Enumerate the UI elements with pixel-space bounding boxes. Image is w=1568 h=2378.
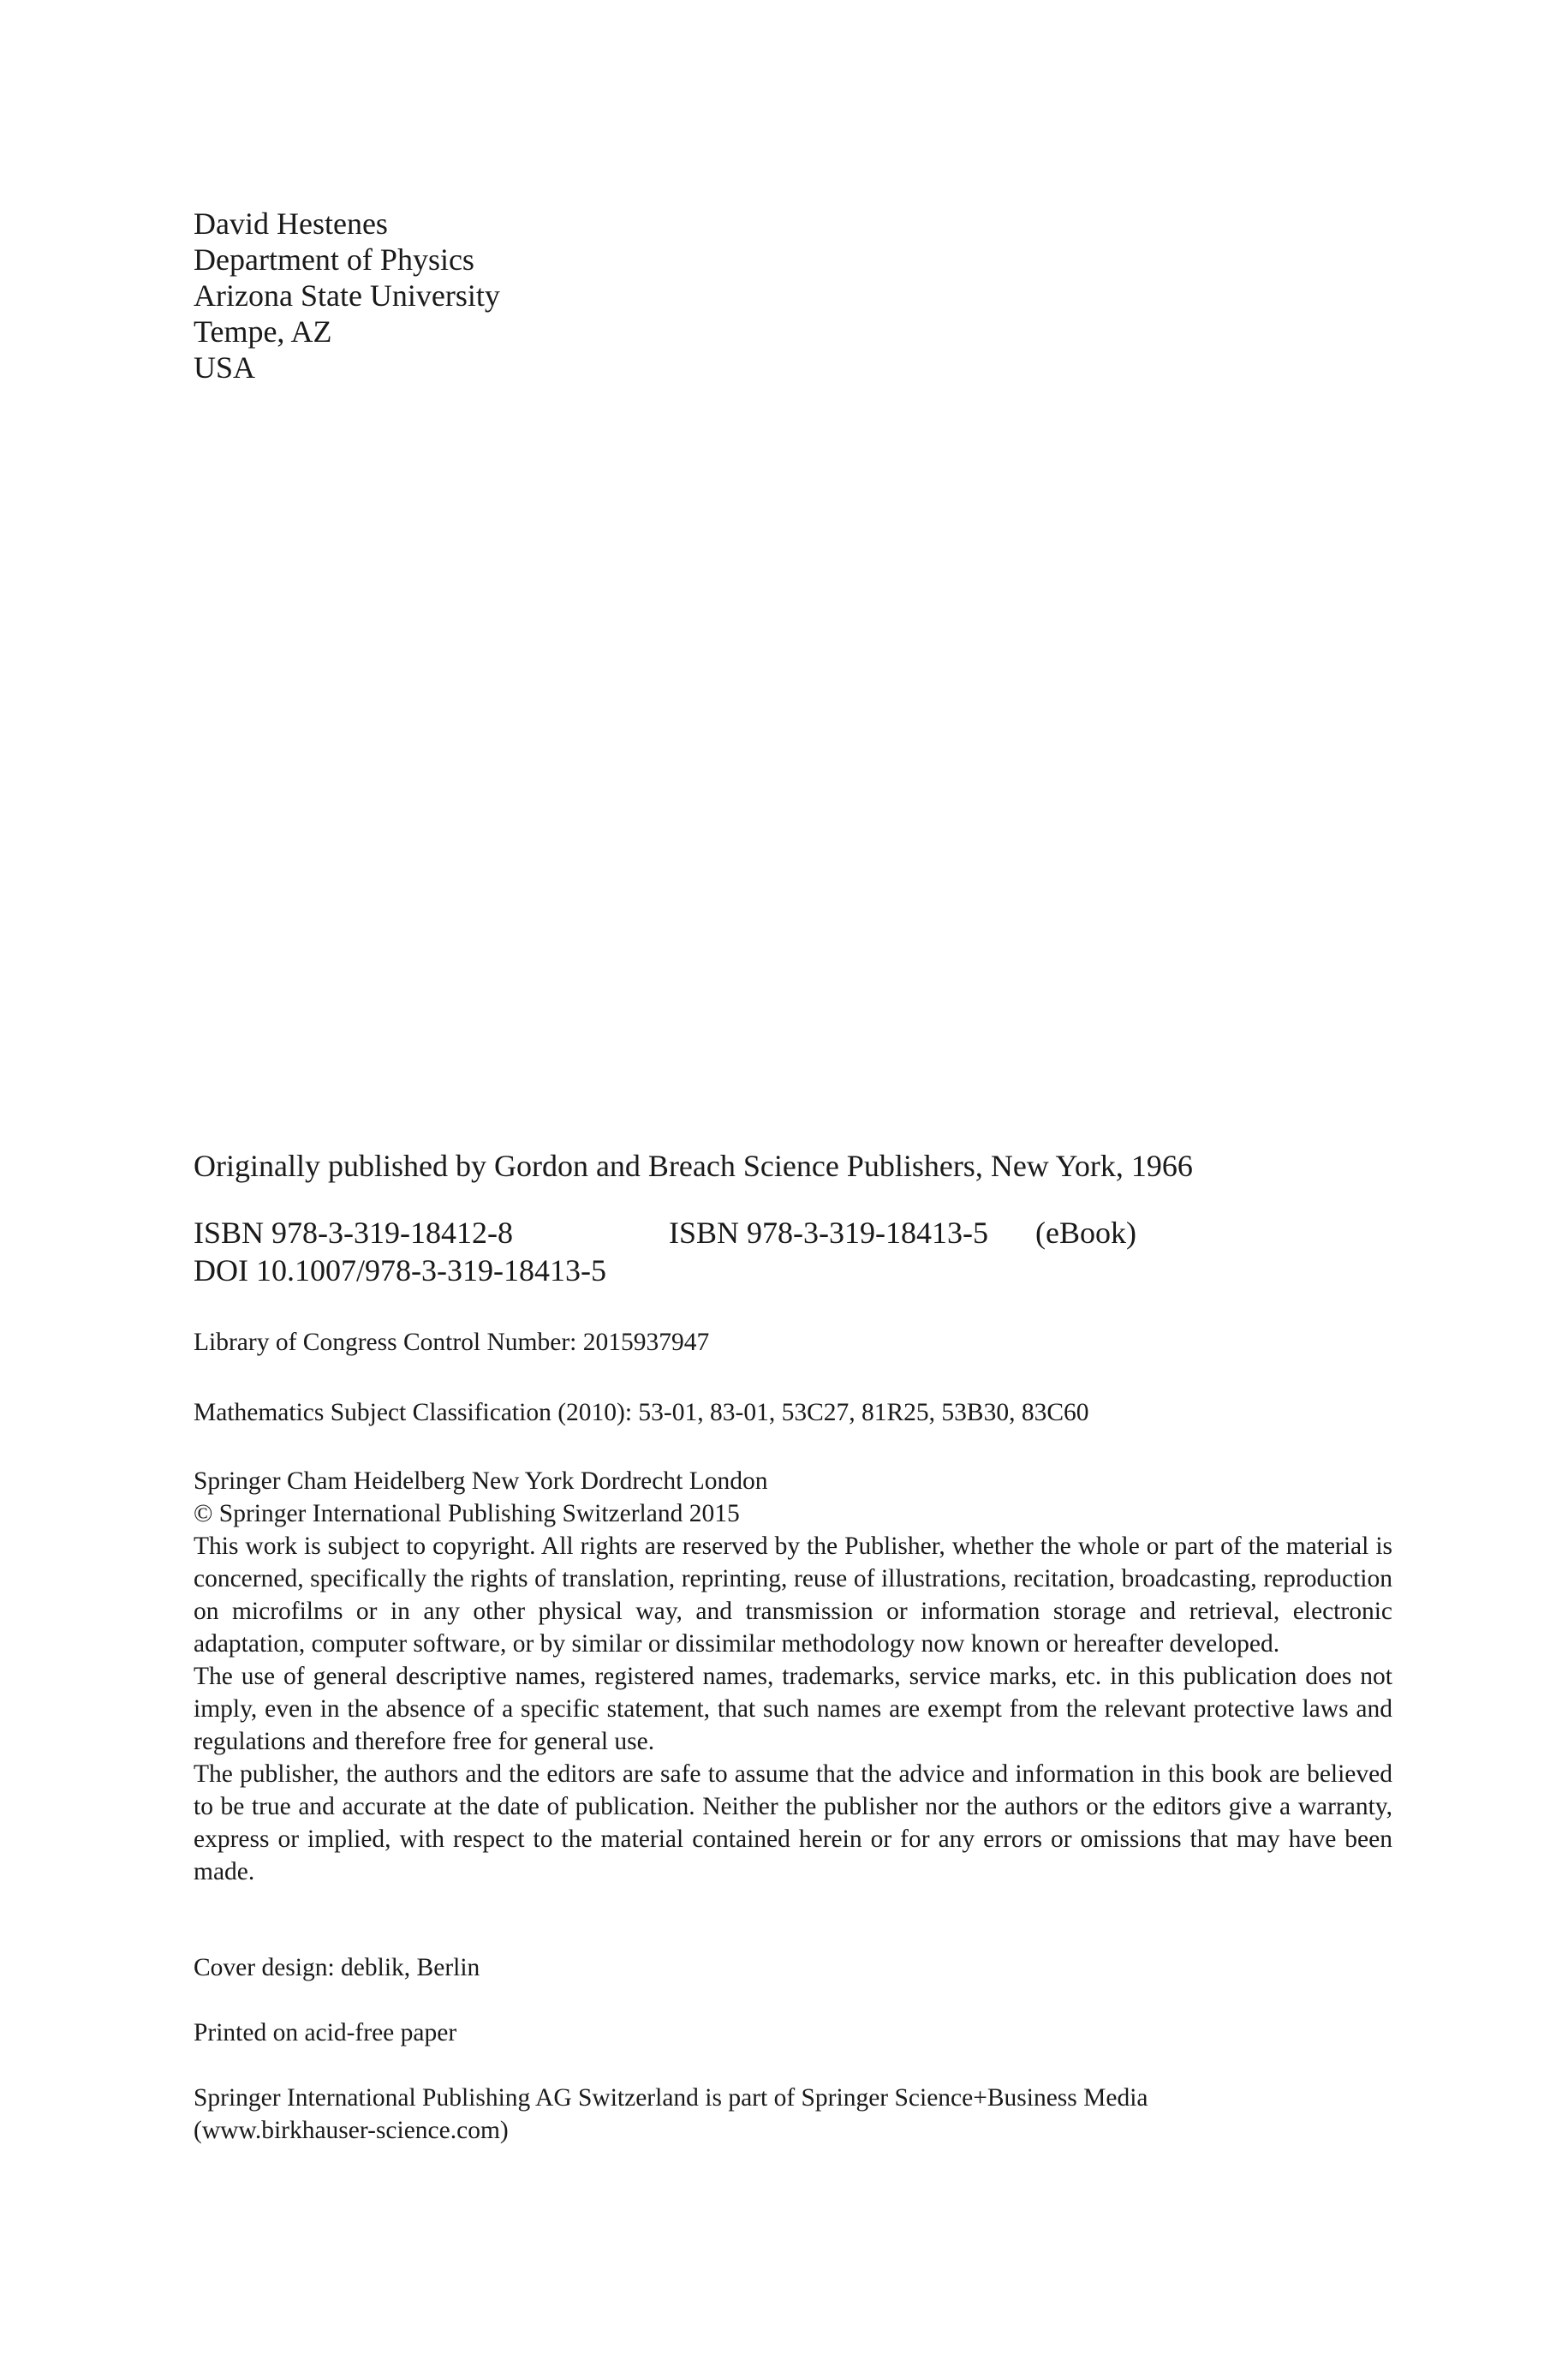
names-paragraph: The use of general descriptive names, registered names, trademarks, service marks, etc. in this publication does not imply, even in the absence of a specific statement, that such names are exempt from the relevant protective laws and regulations and therefore free for general use. — [194, 1663, 1392, 1755]
website-link[interactable]: (www.birkhauser-science.com) — [194, 2117, 509, 2144]
author-city: Tempe, AZ — [194, 314, 332, 349]
legal-block — [194, 1465, 1392, 1888]
original-publication-note: Originally published by Gordon and Breach Science Publishers, New York, 1966 — [194, 1149, 1193, 1183]
copyright-paragraph: This work is subject to copyright. All rights are reserved by the Publisher, whether the whole or part of the material is concerned, specifically the rights of translation, reprinting, reuse of illustrations, recitation, broadcasting, reproduction on microfilms or in any other physical way, and transmission or information storage and retrieval, electronic adaptation, computer software, or by similar or dissimilar methodology now known or hereafter developed. — [194, 1533, 1392, 1658]
cover-design-credit: Cover design: deblik, Berlin — [194, 1954, 480, 1981]
imprint-line: Springer Cham Heidelberg New York Dordrecht London — [194, 1467, 768, 1495]
subject-classification: Mathematics Subject Classification (2010): 53-01, 83-01, 53C27, 81R25, 53B30, 83C60 — [194, 1399, 1089, 1426]
isbn-print: ISBN 978-3-319-18412-8 — [194, 1216, 513, 1250]
springer-note — [194, 2082, 1392, 2147]
author-country: USA — [194, 350, 256, 385]
lccn: Library of Congress Control Number: 2015937947 — [194, 1329, 710, 1356]
springer-line: Springer International Publishing AG Switzerland is part of Springer Science+Business Media — [194, 2084, 1148, 2112]
isbn-row — [194, 1215, 1136, 1251]
disclaimer-paragraph: The publisher, the authors and the editors are safe to assume that the advice and information in this book are believed to be true and accurate at the date of publication. Neither the publisher nor the authors or the editors give a warranty, express or implied, with respect to the material contained herein or for any errors or omissions that may have been made. — [194, 1760, 1392, 1885]
copyright-line: © Springer International Publishing Switzerland 2015 — [194, 1500, 740, 1527]
author-address-block — [194, 206, 500, 385]
author-department: Department of Physics — [194, 242, 474, 277]
isbn-ebook: ISBN 978-3-319-18413-5 — [669, 1216, 988, 1250]
paper-note: Printed on acid-free paper — [194, 2019, 457, 2046]
ebook-tag: (eBook) — [1035, 1216, 1136, 1250]
author-name: David Hestenes — [194, 206, 388, 241]
author-university: Arizona State University — [194, 278, 500, 313]
doi: DOI 10.1007/978-3-319-18413-5 — [194, 1253, 606, 1288]
